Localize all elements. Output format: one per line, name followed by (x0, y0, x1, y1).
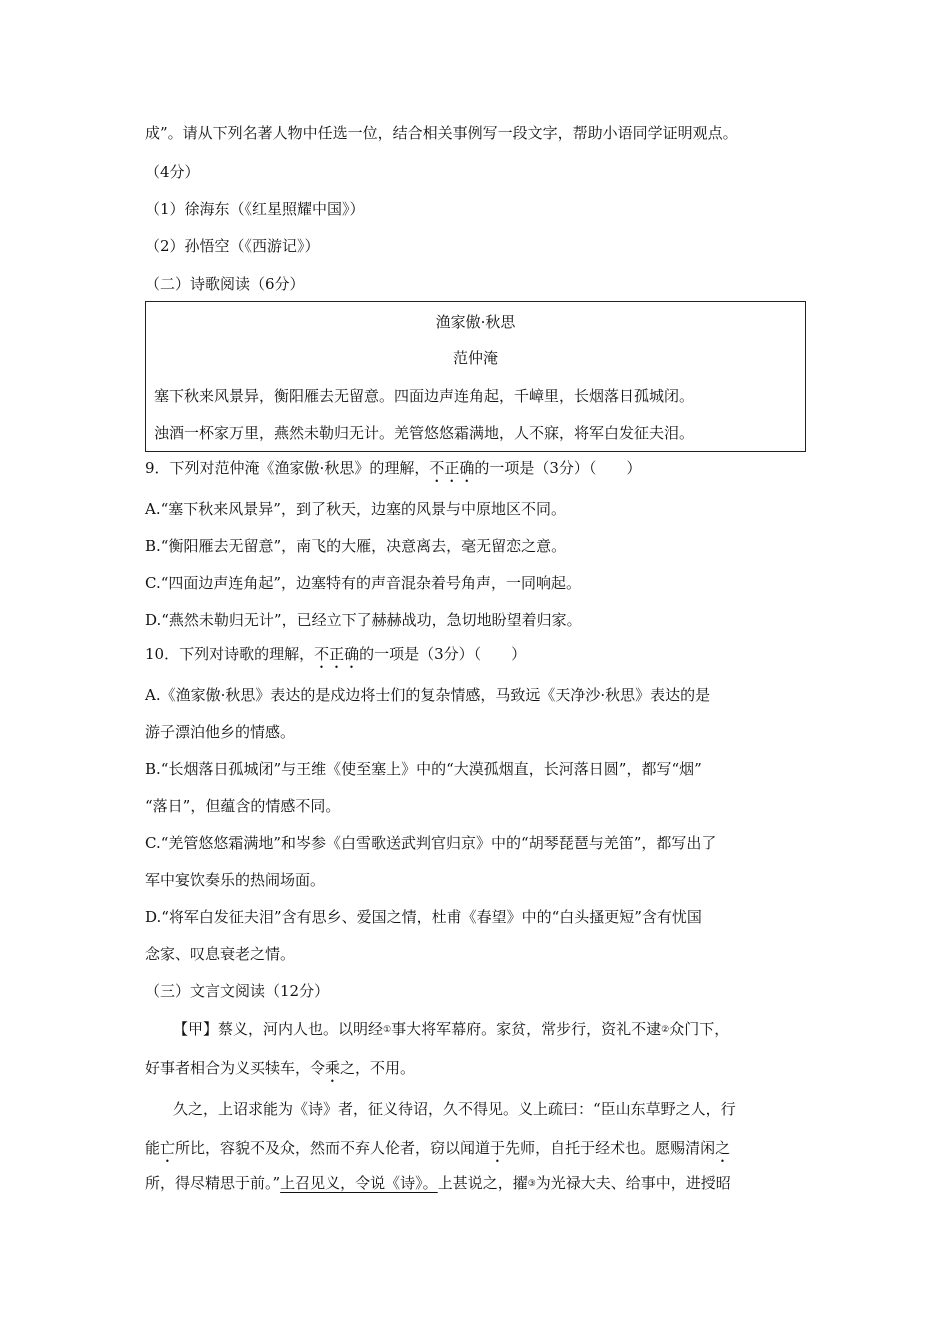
poem-title: 渔家傲·秋思 (435, 313, 516, 331)
passage-text: 先师，自托于经术也。愿赐清闲 (505, 1139, 716, 1157)
poem-line-1: 塞下秋来风景异，衡阳雁去无留意。四面边声连角起，千嶂里，长烟落日孤城闭。 (154, 387, 695, 405)
question-9-stem (145, 459, 641, 486)
passage-text: 上甚说之，擢 (437, 1174, 528, 1192)
passage-text: 【甲】蔡义，河内人也。以明经 (173, 1020, 384, 1038)
q10-option-c-line-2: 军中宴饮奏乐的热闹场面。 (145, 871, 326, 889)
footnote-marker-3: ③ (527, 1179, 536, 1189)
q9-stem-a: 9．下列对范仲淹《渔家傲·秋思》的理解， (145, 459, 430, 477)
poem-author: 范仲淹 (452, 349, 498, 367)
footnote-marker-1: ① (383, 1025, 392, 1035)
intro-option-2: （2）孙悟空（《西游记》） (145, 237, 320, 255)
passage-jia-line-2 (145, 1059, 415, 1086)
q9-option-d: D.“燕然未勒归无计”，已经立下了赫赫战功，急切地盼望着归家。 (145, 611, 582, 629)
passage-para2-line-2 (145, 1139, 730, 1166)
intro-option-1: （1）徐海东（《红星照耀中国》） (145, 200, 365, 218)
passage-para2-line-3 (145, 1176, 731, 1191)
emphasized-char-cheng: 乘 (325, 1059, 341, 1077)
q10-option-d-line-1: D.“将军白发征夫泪”含有思乡、爱国之情，杜甫《春望》中的“白头搔更短”含有忧国 (145, 908, 702, 926)
section-heading-classical: （三）文言文阅读（12分） (145, 982, 330, 1000)
passage-jia-line-1 (173, 1022, 729, 1037)
q10-emphasis: 不正确 (314, 645, 360, 663)
q10-option-a-line-2: 游子漂泊他乡的情感。 (145, 723, 296, 741)
q10-option-b-line-1: B.“长烟落日孤城闭”与王维《使至塞上》中的“大漠孤烟直，长河落日圆”，都写“烟” (145, 760, 702, 778)
q10-stem-a: 10．下列对诗歌的理解， (145, 645, 315, 663)
passage-text: 好事者相合为义买犊车，令 (145, 1059, 326, 1077)
q10-option-b-line-2: “落日”，但蕴含的情感不同。 (145, 797, 341, 815)
passage-text: 为光禄大夫、给事中，进授昭 (535, 1174, 731, 1192)
q10-option-d-line-2: 念家、叹息衰老之情。 (145, 945, 296, 963)
question-10-stem (145, 645, 526, 672)
emphasized-char-yu: 于 (490, 1139, 506, 1157)
q9-option-a: A.“塞下秋来风景异”，到了秋天，边塞的风景与中原地区不同。 (145, 500, 566, 518)
poem-line-2: 浊酒一杯家万里，燕然未勒归无计。羌管悠悠霜满地，人不寐，将军白发征夫泪。 (154, 424, 695, 442)
passage-text: 所比，容貌不及众，然而不弃人伦者，窃以闻道 (175, 1139, 491, 1157)
emphasized-char-wang: 亡 (160, 1139, 176, 1157)
passage-para2-line-1: 久之，上诏求能为《诗》者，征义待诏，久不得见。义上疏曰：“臣山东草野之人，行 (173, 1100, 736, 1118)
intro-line: 成”。请从下列名著人物中任选一位，结合相关事例写一段文字，帮助小语同学证明观点。 (145, 124, 738, 142)
q9-option-c: C.“四面边声连角起”，边塞特有的声音混杂着号角声，一同响起。 (145, 574, 582, 592)
q10-option-c-line-1: C.“羌管悠悠霜满地”和岑参《白雪歌送武判官归京》中的“胡琴琵琶与羌笛”，都写出了 (145, 834, 717, 852)
q9-emphasis: 不正确 (429, 459, 475, 477)
q9-option-b: B.“衡阳雁去无留意”，南飞的大雁，决意离去，毫无留恋之意。 (145, 537, 567, 555)
underlined-sentence: 上召见义，令说《诗》。 (280, 1174, 438, 1192)
section-heading-poetry: （二）诗歌阅读（6分） (145, 275, 305, 293)
q10-stem-b: 的一项是（3分）（ ） (359, 645, 527, 663)
q9-stem-b: 的一项是（3分）（ ） (474, 459, 642, 477)
passage-text: 之，不用。 (340, 1059, 416, 1077)
passage-text: 所，得尽精思于前。” (145, 1174, 281, 1192)
passage-text: 能 (145, 1139, 161, 1157)
q10-option-a-line-1: A.《渔家傲·秋思》表达的是戍边将士们的复杂情感，马致远《天净沙·秋思》表达的是 (145, 686, 711, 704)
poem-box (145, 301, 806, 452)
passage-text: 事大将军幕府。家贫，常步行，资礼不逮 (391, 1020, 662, 1038)
emphasized-char-zhi: 之 (715, 1139, 731, 1157)
intro-points: （4分） (145, 163, 200, 181)
footnote-marker-2: ② (661, 1025, 670, 1035)
passage-text: 众门下， (669, 1020, 730, 1038)
